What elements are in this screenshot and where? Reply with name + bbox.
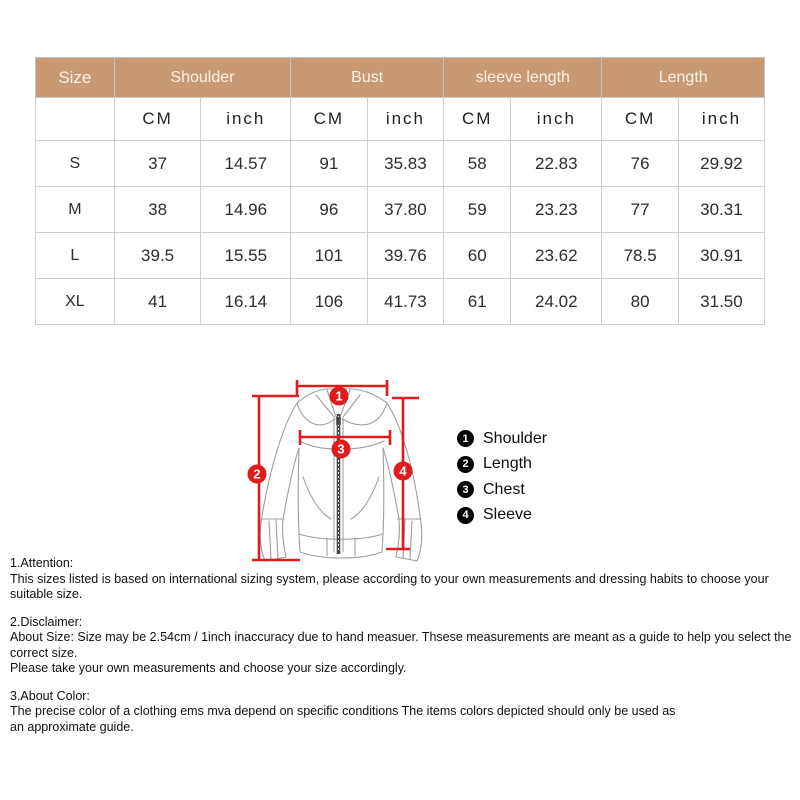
col-header-sleeve-length: sleeve length xyxy=(444,58,602,98)
unit-cell: inch xyxy=(201,98,291,141)
size-label: M xyxy=(36,187,115,233)
value-cell: 37 xyxy=(114,141,201,187)
table-row-l xyxy=(36,233,765,279)
col-header-length: Length xyxy=(602,58,765,98)
col-header-bust: Bust xyxy=(291,58,444,98)
value-cell: 37.80 xyxy=(367,187,444,233)
circled-number-3-icon: 3 xyxy=(457,481,474,498)
note-title: 1.Attention: xyxy=(10,556,74,570)
value-cell: 96 xyxy=(291,187,368,233)
value-cell: 39.76 xyxy=(367,233,444,279)
size-label: S xyxy=(36,141,115,187)
circled-number-4-icon: 4 xyxy=(457,507,474,524)
value-cell: 41 xyxy=(114,279,201,325)
note-line: About Size: Size may be 2.54cm / 1inch inaccuracy due to hand measuer. Thsese measurements are meant as a guide to help you select the correct size. xyxy=(10,630,792,660)
col-header-size: Size xyxy=(36,58,115,98)
legend-label: Shoulder xyxy=(483,429,548,447)
value-cell: 30.31 xyxy=(678,187,764,233)
legend-item-sleeve xyxy=(457,503,547,529)
value-cell: 61 xyxy=(444,279,511,325)
value-cell: 106 xyxy=(291,279,368,325)
marker-4: 4 xyxy=(399,463,407,479)
table-row-s xyxy=(36,141,765,187)
value-cell: 59 xyxy=(444,187,511,233)
value-cell: 14.96 xyxy=(201,187,291,233)
marker-2: 2 xyxy=(253,466,261,482)
legend-label: Length xyxy=(483,455,532,473)
value-cell: 24.02 xyxy=(511,279,602,325)
note-line: Please take your own measurements and choose your size accordingly. xyxy=(10,661,407,675)
value-cell: 78.5 xyxy=(602,233,679,279)
zipper-pull xyxy=(336,417,341,425)
value-cell: 23.62 xyxy=(511,233,602,279)
value-cell: 60 xyxy=(444,233,511,279)
legend-item-shoulder xyxy=(457,426,547,452)
legend-label: Sleeve xyxy=(483,506,532,524)
size-label: XL xyxy=(36,279,115,325)
note-line: an approximate guide. xyxy=(10,719,134,734)
value-cell: 35.83 xyxy=(367,141,444,187)
legend-label: Chest xyxy=(483,480,525,498)
measurement-legend xyxy=(457,426,547,528)
size-label: L xyxy=(36,233,115,279)
jacket-measurement-diagram xyxy=(238,378,432,572)
unit-cell: CM xyxy=(602,98,679,141)
unit-cell: inch xyxy=(367,98,444,141)
unit-cell: inch xyxy=(678,98,764,141)
circled-number-2-icon: 2 xyxy=(457,456,474,473)
unit-cell-empty xyxy=(36,98,115,141)
value-cell: 80 xyxy=(602,279,679,325)
note-disclaimer xyxy=(10,615,794,677)
circled-number-1-icon: 1 xyxy=(457,430,474,447)
note-line: This sizes listed is based on international sizing system, please according to your own measurements and dressing habits to choose your suitable size. xyxy=(10,571,769,601)
unit-cell: CM xyxy=(444,98,511,141)
value-cell: 39.5 xyxy=(114,233,201,279)
value-cell: 30.91 xyxy=(678,233,764,279)
zipper xyxy=(336,414,341,554)
legend-item-chest xyxy=(457,477,547,503)
value-cell: 23.23 xyxy=(511,187,602,233)
unit-cell: CM xyxy=(114,98,201,141)
value-cell: 15.55 xyxy=(201,233,291,279)
note-title: 2.Disclaimer: xyxy=(10,614,83,629)
value-cell: 29.92 xyxy=(678,141,764,187)
value-cell: 41.73 xyxy=(367,279,444,325)
legend-item-length xyxy=(457,452,547,478)
value-cell: 101 xyxy=(291,233,368,279)
value-cell: 14.57 xyxy=(201,141,291,187)
value-cell: 38 xyxy=(114,187,201,233)
value-cell: 58 xyxy=(444,141,511,187)
value-cell: 91 xyxy=(291,141,368,187)
marker-1: 1 xyxy=(335,388,343,404)
marker-3: 3 xyxy=(337,441,345,457)
units-row xyxy=(36,98,765,141)
size-chart-table xyxy=(35,57,765,325)
unit-cell: inch xyxy=(511,98,602,141)
value-cell: 31.50 xyxy=(678,279,764,325)
table-row-m xyxy=(36,187,765,233)
notes-section xyxy=(10,556,794,747)
value-cell: 22.83 xyxy=(511,141,602,187)
value-cell: 16.14 xyxy=(201,279,291,325)
table-header-row xyxy=(36,58,765,98)
unit-cell: CM xyxy=(291,98,368,141)
note-line: The precise color of a clothing ems mva depend on specific conditions The items colors depicted should only be used as xyxy=(10,704,676,718)
col-header-shoulder: Shoulder xyxy=(114,58,290,98)
table-row-xl xyxy=(36,279,765,325)
note-about-color xyxy=(10,689,794,736)
value-cell: 77 xyxy=(602,187,679,233)
value-cell: 76 xyxy=(602,141,679,187)
note-attention xyxy=(10,556,794,603)
note-title: 3.About Color: xyxy=(10,688,90,703)
